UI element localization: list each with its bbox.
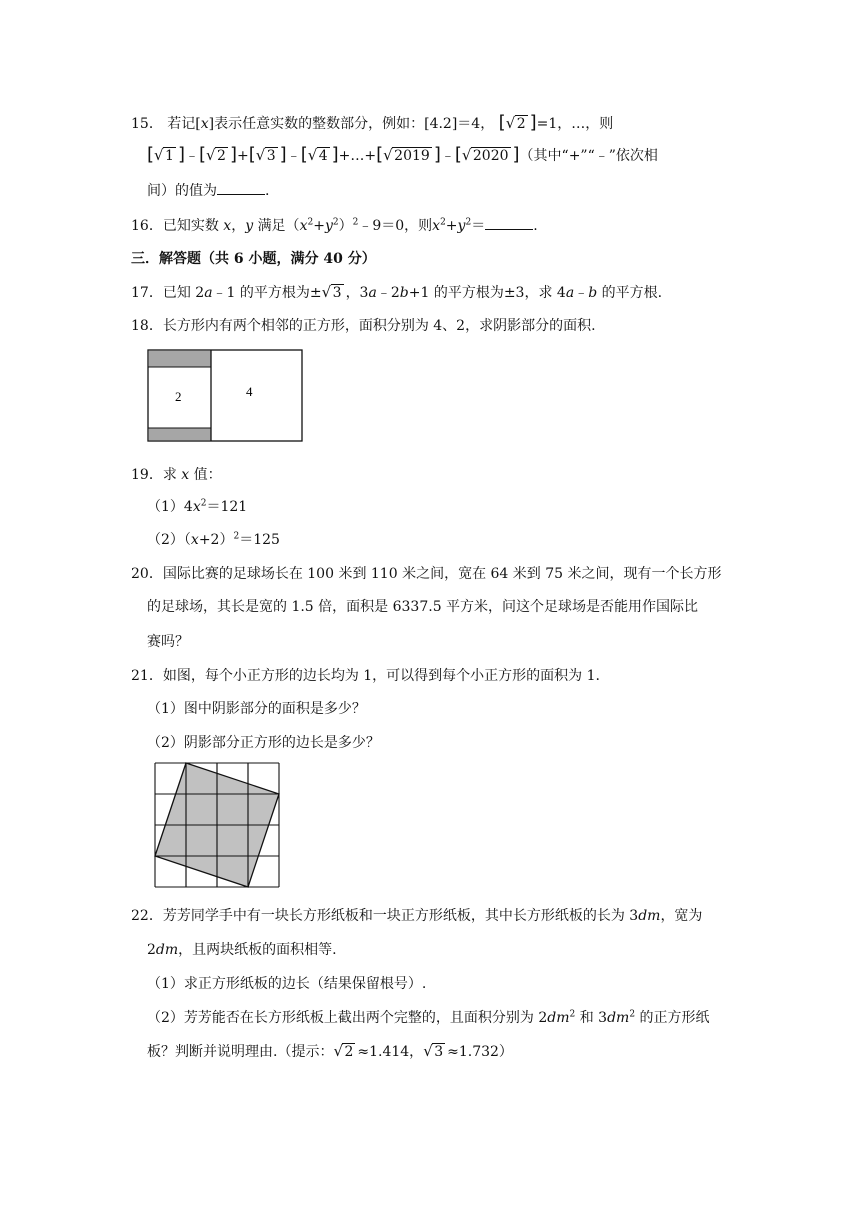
answer-blank — [485, 215, 533, 230]
q20-line1: 20．国际比赛的足球场长在 100 米到 110 米之间，宽在 64 米到 75 米之间，现有一个长方形 — [131, 566, 722, 582]
q21-line1: 21．如图，每个小正方形的边长均为 1，可以得到每个小正方形的面积为 1. — [131, 668, 600, 684]
q22-part1: （1）求正方形纸板的边长（结果保留根号）. — [147, 976, 427, 992]
shaded-bottom — [148, 428, 211, 441]
q15-line2: [ √ 1 ]﹣[ √ 2 ]+[ √ 3 ]﹣[ √ 4 ]+…+[ √ 2019 ]﹣[ √ 2020 ]（其中“+”“﹣”依次相 — [147, 144, 658, 165]
section-heading: 三．解答题（共 6 小题，满分 40 分） — [131, 251, 376, 267]
q22-part2: （2）芳芳能否在长方形纸板上截出两个完整的，且面积分别为 $2dm^2$ 和 $3dm^2$ 的正方形纸 — [147, 1009, 710, 1026]
shaded-top — [148, 350, 211, 367]
label-big-square: 4 — [246, 384, 253, 399]
q20-line2: 的足球场，其长是宽的 1.5 倍，面积是 6337.5 平方米，问这个足球场是否能用作国际比 — [147, 599, 699, 615]
q19-part2: $(2)(x+2)^2=125$ — [147, 531, 280, 548]
q22-line1: 22．芳芳同学手中有一块长方形纸板和一块正方形纸板，其中长方形纸板的长为 3dm，宽为 — [131, 908, 703, 924]
q21-part1: （1）图中阴影部分的面积是多少？ — [147, 701, 366, 717]
q18-line: 18．长方形内有两个相邻的正方形，面积分别为 4、2，求阴影部分的面积. — [131, 318, 596, 334]
q22-line2: 2dm，且两块纸板的面积相等. — [147, 942, 337, 958]
q22-line-hint: 板？判断并说明理由.（提示： √ 2 ≈1.414， √ 3 ≈1.732） — [147, 1042, 513, 1060]
answer-blank — [217, 180, 265, 195]
q18-figure — [146, 348, 304, 444]
q15-line1: 15． 若记[x]表示任意实数的整数部分，例如：[4.2]＝4， [ √ 2 ]=1，…，则 — [131, 112, 614, 133]
grid-lines-over — [155, 763, 279, 887]
q21-grid-figure — [152, 760, 284, 890]
q19-part1: $(1)4x^2=121$ — [147, 498, 248, 515]
q15-line3: 间）的值为 . — [147, 180, 269, 201]
q20-line3: 赛吗？ — [147, 634, 189, 650]
q17-line: 17．已知 2a﹣1 的平方根为± √ 3 ，3a﹣2b+1 的平方根为±3，求 4a﹣b 的平方根. — [131, 283, 663, 301]
q16-line: 16．已知实数 x，y 满足$(x^2+y^2)^2﹣9=0$，则$x^2+y^2=$ . — [131, 215, 538, 236]
q19-line: 19．求 x 值： — [131, 467, 222, 483]
label-small-square: 2 — [175, 389, 182, 404]
q21-part2: （2）阴影部分正方形的边长是多少？ — [147, 735, 380, 751]
